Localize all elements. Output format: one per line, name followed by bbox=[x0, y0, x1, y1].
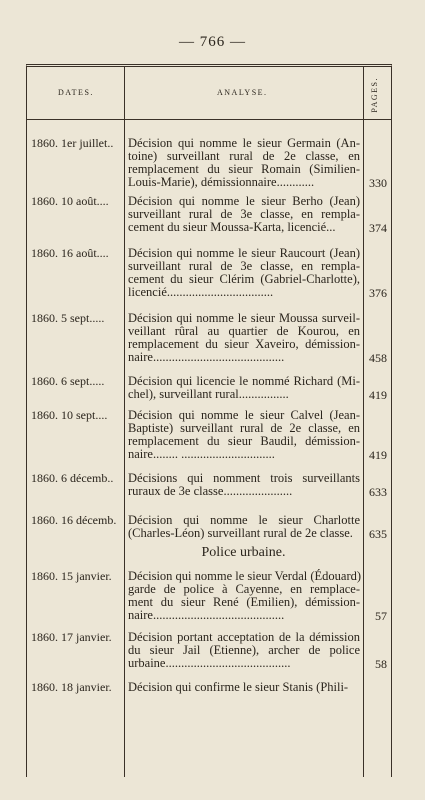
entry-analysis-line: Décision qui nomme le sieur Raucourt (Jean) bbox=[128, 246, 360, 260]
entry-date: 1860. 16 août.... bbox=[31, 246, 109, 260]
entry-analysis-line: Louis-Marie), démissionnaire............ bbox=[128, 175, 315, 189]
entry-analysis-line: naire.......................................... bbox=[128, 350, 285, 364]
entry-analysis-line: urbaine........................................ bbox=[128, 656, 291, 670]
entry-page-number: 635 bbox=[369, 527, 387, 541]
entry-analysis bbox=[128, 247, 360, 299]
header-dates: DATES. bbox=[58, 88, 94, 97]
entry-analysis-line: (Charles-Léon) surveillant rural de 2e classe. bbox=[128, 526, 353, 540]
entry-analysis-line: ment du sieur René (Emilien), démission- bbox=[128, 595, 360, 609]
entry-date: 1860. 10 août.... bbox=[31, 194, 109, 208]
entry-analysis bbox=[128, 681, 360, 694]
entry-analysis bbox=[128, 409, 360, 461]
entry-analysis-line: Décision qui nomme le sieur Calvel (Jean- bbox=[128, 408, 360, 422]
entry-analysis-line: Décision portant acceptation de la démission bbox=[128, 630, 360, 644]
column-divider-dates bbox=[124, 67, 125, 777]
entry-date: 1860. 18 janvier. bbox=[31, 680, 112, 694]
entry-analysis bbox=[128, 631, 360, 670]
entry-analysis bbox=[128, 195, 360, 234]
entry-analysis-line: surveillant rural de 3e classe, en rempla- bbox=[128, 207, 360, 221]
header-pages: PAGES. bbox=[370, 77, 379, 113]
entry-analysis-line: cement du sieur Moussa-Karta, licencié... bbox=[128, 220, 336, 234]
entry-analysis-line: Décisions qui nomment trois surveillants bbox=[128, 471, 360, 485]
entry-date: 1860. 17 janvier. bbox=[31, 630, 112, 644]
entry-page-number: 376 bbox=[369, 286, 387, 300]
entry-page-number: 330 bbox=[369, 176, 387, 190]
entry-page-number: 419 bbox=[369, 388, 387, 402]
entry-date: 1860. 6 sept..... bbox=[31, 374, 105, 388]
entry-analysis bbox=[128, 375, 360, 401]
entry-analysis-line: Décision qui nomme le sieur Charlotte bbox=[128, 513, 360, 527]
page-number: — 766 — bbox=[179, 34, 246, 50]
entry-page-number: 419 bbox=[369, 448, 387, 462]
entry-analysis-line: ruraux de 3e classe...................... bbox=[128, 484, 293, 498]
entry-analysis bbox=[128, 570, 360, 622]
entry-date: 1860. 5 sept..... bbox=[31, 311, 105, 325]
entry-analysis-line: chel), surveillant rural................ bbox=[128, 387, 289, 401]
entry-analysis bbox=[128, 137, 360, 189]
entry-analysis-line: cement du sieur Clérim (Gabriel-Charlotte), bbox=[128, 272, 360, 286]
entry-analysis-line: du sieur Jail (Etienne), archer de police bbox=[128, 643, 360, 657]
entry-date: 1860. 10 sept.... bbox=[31, 408, 108, 422]
column-divider-pages bbox=[363, 67, 364, 777]
entry-analysis-line: garde de police à Cayenne, en remplace- bbox=[128, 582, 360, 596]
entry-analysis-line: remplacement du sieur Xaveiro, démission- bbox=[128, 337, 360, 351]
entry-analysis bbox=[128, 514, 360, 540]
entry-analysis-line: Baptiste) surveillant rural de 2e classe, en bbox=[128, 421, 360, 435]
entry-page-number: 374 bbox=[369, 221, 387, 235]
entry-analysis-line: naire........ .............................. bbox=[128, 447, 275, 461]
entry-page-number: 58 bbox=[375, 657, 387, 671]
entry-analysis bbox=[128, 312, 360, 364]
entry-analysis-line: veillant rûral au quartier de Kourou, en bbox=[128, 324, 360, 338]
entry-analysis-line: naire.......................................... bbox=[128, 608, 285, 622]
entry-page-number: 458 bbox=[369, 351, 387, 365]
entry-analysis-line: surveillant rural de 3e classe, en rempla- bbox=[128, 259, 360, 273]
entry-analysis-line: toine) surveillant rural de 2e classe, en bbox=[128, 149, 360, 163]
entry-date: 1860. 6 décemb.. bbox=[31, 471, 114, 485]
table-header bbox=[27, 67, 391, 120]
entry-date: 1860. 16 décemb. bbox=[31, 513, 117, 527]
section-title: Police urbaine. bbox=[201, 545, 286, 560]
entry-date: 1860. 1er juillet.. bbox=[31, 136, 114, 150]
entry-analysis-line: remplacement du sieur Romain (Similien- bbox=[128, 162, 360, 176]
entry-analysis-line: Décision qui nomme le sieur Germain (An- bbox=[128, 136, 360, 150]
entry-date: 1860. 15 janvier. bbox=[31, 569, 112, 583]
entry-analysis-line: Décision qui confirme le sieur Stanis (Phili- bbox=[128, 680, 349, 694]
index-table bbox=[26, 64, 392, 777]
header-analyse: ANALYSE. bbox=[217, 88, 268, 97]
entry-analysis-line: remplacement du sieur Baudil, démission- bbox=[128, 434, 360, 448]
entry-page-number: 57 bbox=[375, 609, 387, 623]
entry-analysis-line: Décision qui nomme le sieur Moussa surveil- bbox=[128, 311, 360, 325]
entry-analysis bbox=[128, 472, 360, 498]
entry-analysis-line: Décision qui nomme le sieur Verdal (Édouard) bbox=[128, 569, 362, 583]
entry-analysis-line: licencié.................................. bbox=[128, 285, 274, 299]
entry-analysis-line: Décision qui nomme le sieur Berho (Jean) bbox=[128, 194, 360, 208]
entry-page-number: 633 bbox=[369, 485, 387, 499]
entry-analysis-line: Décision qui licencie le nommé Richard (Mi- bbox=[128, 374, 360, 388]
